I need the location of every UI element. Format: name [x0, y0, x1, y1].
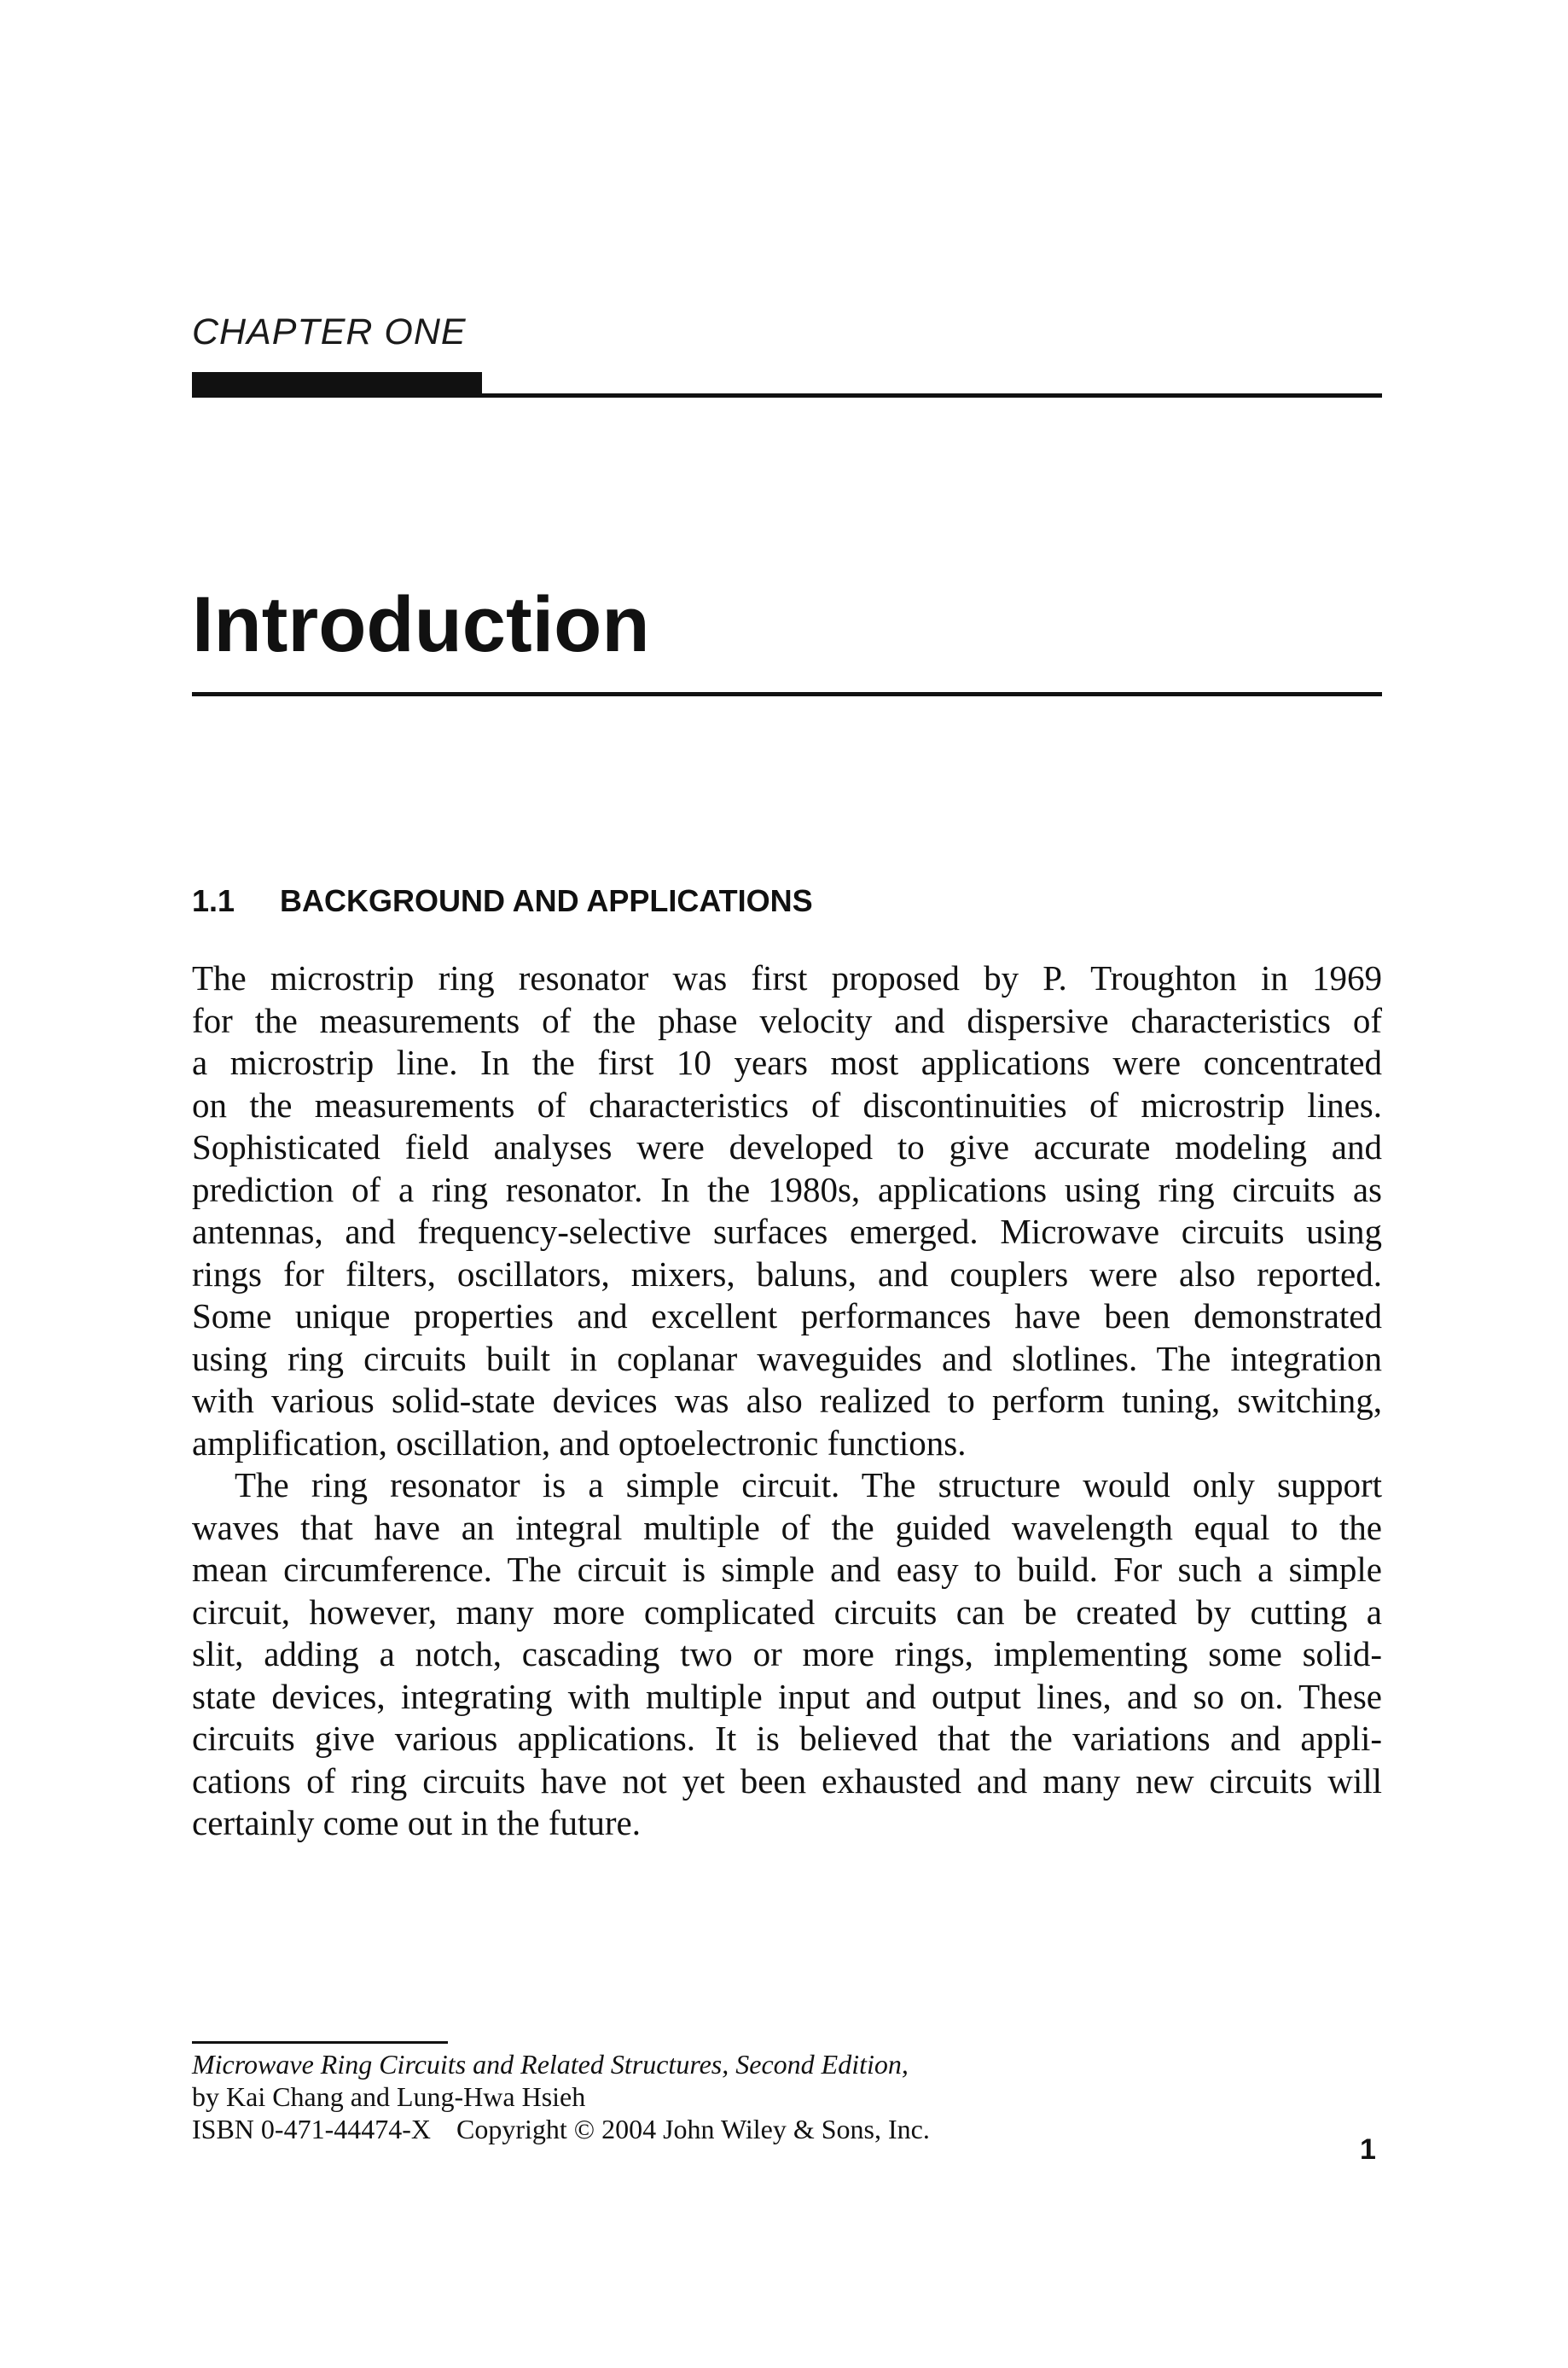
chapter-rule-line — [192, 393, 1382, 398]
body-line: circuit, however, many more complicated circuits can be created by cutting a — [192, 1591, 1382, 1632]
body-line: for the measurements of the phase velocity and dispersive characteristics of — [192, 1000, 1382, 1040]
body-text — [192, 957, 1382, 1845]
page-number: 1 — [1360, 2133, 1376, 2166]
chapter-rule — [192, 372, 1382, 398]
body-line: certainly come out in the future. — [192, 1803, 641, 1842]
body-line: circuits give various applications. It is believed that the variations and appli- — [192, 1719, 1382, 1758]
section-number: 1.1 — [192, 883, 235, 918]
section-heading — [192, 883, 813, 919]
body-line: amplification, oscillation, and optoelectronic functions. — [192, 1423, 967, 1463]
body-line: on the measurements of characteristics of discontinuities of microstrip lines. — [192, 1085, 1382, 1125]
title-rule — [192, 692, 1382, 696]
body-line: rings for filters, oscillators, mixers, baluns, and couplers were also reported. — [192, 1254, 1382, 1294]
footnote-isbn-line — [192, 2113, 930, 2145]
footnote — [192, 2048, 930, 2145]
footnote-book-title: Microwave Ring Circuits and Related Structures, Second Edition, — [192, 2049, 909, 2080]
footnote-copyright: Copyright © 2004 John Wiley & Sons, Inc. — [456, 2114, 930, 2144]
body-line: mean circumference. The circuit is simple and easy to build. For such a simple — [192, 1550, 1382, 1589]
body-line: Some unique properties and excellent performances have been demonstrated — [192, 1296, 1382, 1335]
body-line: The ring resonator is a simple circuit. The structure would only support — [235, 1465, 1382, 1504]
body-line: using ring circuits built in coplanar waveguides and slotlines. The integration — [192, 1338, 1382, 1378]
body-line: The microstrip ring resonator was first proposed by P. Troughton in 1969 — [192, 958, 1382, 998]
chapter-title: Introduction — [192, 581, 650, 668]
body-line: with various solid-state devices was also realized to perform tuning, switching, — [192, 1381, 1382, 1420]
footnote-isbn: ISBN 0-471-44474-X — [192, 2114, 431, 2144]
section-title: BACKGROUND AND APPLICATIONS — [280, 883, 813, 918]
body-line: waves that have an integral multiple of the guided wavelength equal to the — [192, 1507, 1382, 1547]
body-line: state devices, integrating with multiple input and output lines, and so on. These — [192, 1676, 1382, 1716]
footnote-authors: by Kai Chang and Lung-Hwa Hsieh — [192, 2081, 586, 2112]
body-line: cations of ring circuits have not yet been exhausted and many new circuits will — [192, 1760, 1382, 1801]
chapter-label: CHAPTER ONE — [192, 311, 467, 352]
body-line: a microstrip line. In the first 10 years most applications were concentrated — [192, 1043, 1382, 1082]
footnote-rule — [192, 2041, 448, 2044]
body-line: antennas, and frequency-selective surfaces emerged. Microwave circuits using — [192, 1212, 1382, 1251]
body-line: Sophisticated field analyses were developed to give accurate modeling and — [192, 1127, 1382, 1167]
body-line: slit, adding a notch, cascading two or more rings, implementing some solid- — [192, 1634, 1382, 1673]
body-line: prediction of a ring resonator. In the 1980s, applications using ring circuits as — [192, 1169, 1382, 1209]
